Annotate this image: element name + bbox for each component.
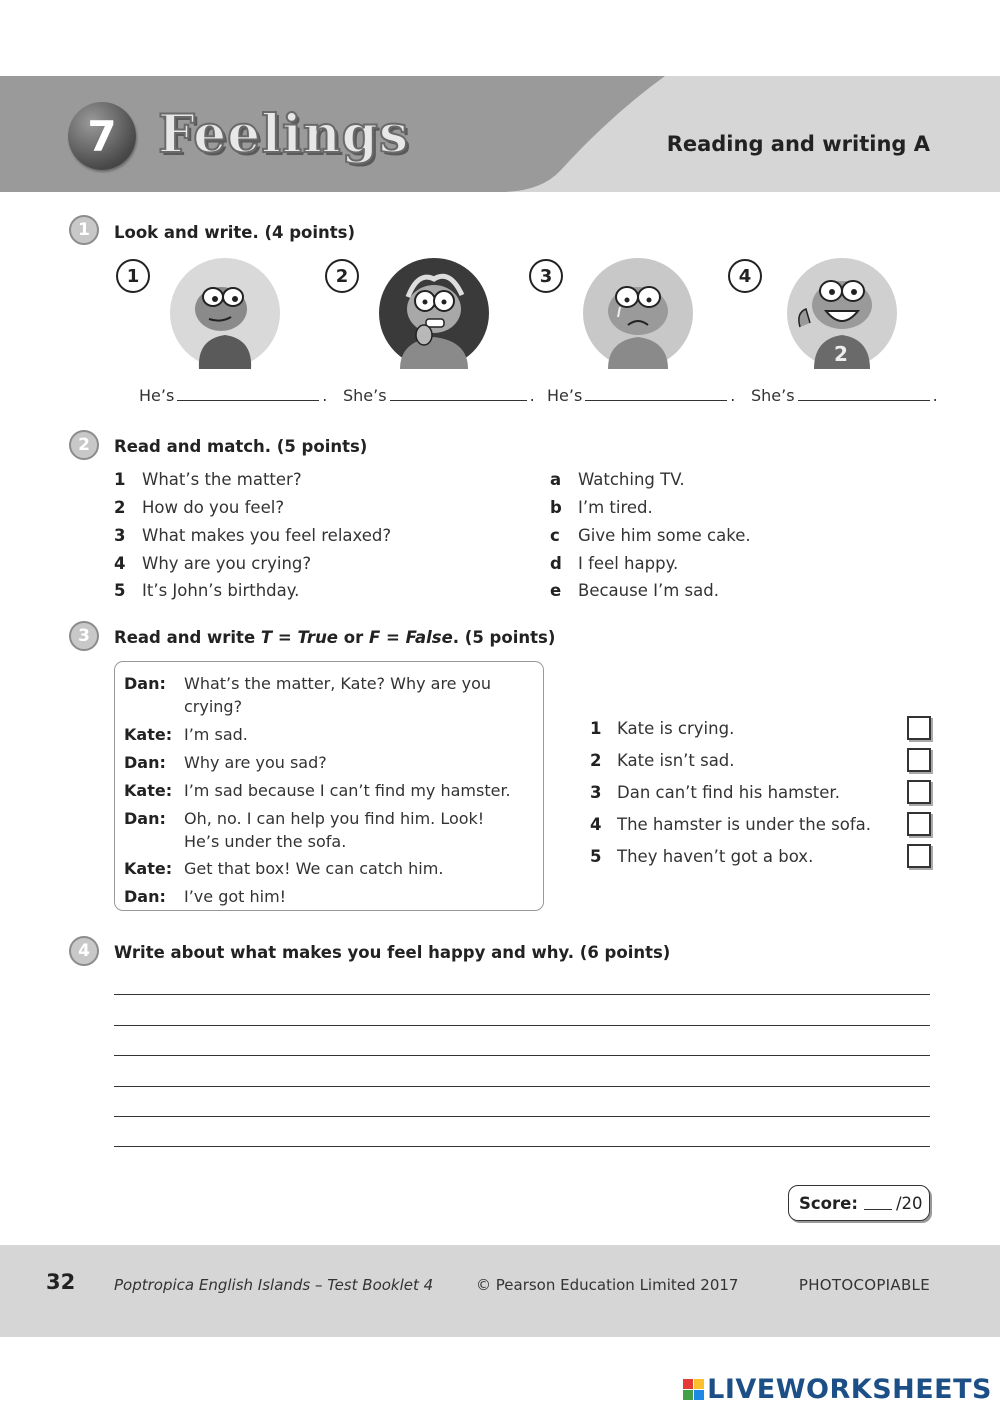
match-question-4-text: Why are you crying? bbox=[142, 554, 312, 573]
page-number: 32 bbox=[46, 1270, 76, 1294]
ex3-heading-part: = bbox=[272, 628, 298, 647]
match-answer-b bbox=[550, 498, 653, 517]
match-answer-b-text: I’m tired. bbox=[578, 498, 653, 517]
match-question-1-text: What’s the matter? bbox=[142, 470, 302, 489]
writing-line-5[interactable] bbox=[114, 1116, 930, 1117]
exercise-3-number: 3 bbox=[69, 621, 99, 651]
shirt-number: 2 bbox=[834, 342, 848, 366]
tf-statement-5 bbox=[590, 847, 813, 866]
dialogue-text: What’s the matter, Kate? Why are you crying? bbox=[184, 674, 492, 716]
match-question-3-num: 3 bbox=[114, 526, 126, 545]
book-title: Poptropica English Islands – Test Booklet 4 bbox=[114, 1276, 434, 1294]
tf-statement-num: 5 bbox=[590, 847, 602, 866]
write-line-3-label: He’s bbox=[547, 386, 583, 405]
score-box bbox=[788, 1185, 930, 1221]
ex3-heading-part: or bbox=[338, 628, 369, 647]
picture-2-scared-girl bbox=[378, 257, 490, 369]
write-line-2 bbox=[343, 386, 535, 405]
match-question-5-text: It’s John’s birthday. bbox=[142, 581, 300, 600]
match-answer-a-letter: a bbox=[550, 470, 562, 489]
score-label: Score: bbox=[799, 1193, 858, 1213]
dialogue-text: Get that box! We can catch him. bbox=[184, 859, 444, 878]
section-title: Reading and writing A bbox=[666, 132, 930, 156]
tf-answer-box-1[interactable] bbox=[907, 716, 931, 740]
ex3-heading-t: T bbox=[260, 628, 273, 647]
match-question-2-text: How do you feel? bbox=[142, 498, 285, 517]
write-line-1-label: He’s bbox=[139, 386, 175, 405]
write-line-2-end: . bbox=[529, 386, 535, 405]
write-line-4-end: . bbox=[932, 386, 938, 405]
writing-line-6[interactable] bbox=[114, 1146, 930, 1147]
tf-answer-box-5[interactable] bbox=[907, 844, 931, 868]
match-question-2 bbox=[114, 498, 284, 517]
writing-line-3[interactable] bbox=[114, 1055, 930, 1056]
score-blank[interactable] bbox=[864, 1196, 892, 1210]
match-answer-d-text: I feel happy. bbox=[578, 554, 679, 573]
dialogue-text: Oh, no. I can help you find him. Look! He’s under the sofa. bbox=[184, 809, 485, 851]
picture-4-happy-girl bbox=[786, 257, 898, 369]
exercise-1-number: 1 bbox=[69, 215, 99, 245]
picture-3-sad-boy bbox=[582, 257, 694, 369]
match-answer-e bbox=[550, 581, 719, 600]
dialogue-speaker: Kate: bbox=[124, 859, 173, 878]
ex3-heading-part: = bbox=[380, 628, 406, 647]
write-line-3 bbox=[547, 386, 735, 405]
tf-answer-box-3[interactable] bbox=[907, 780, 931, 804]
write-line-1-end: . bbox=[322, 386, 328, 405]
dialogue-text: I’m sad. bbox=[184, 725, 248, 744]
write-line-4-label: She’s bbox=[751, 386, 795, 405]
exercise-4-heading: Write about what makes you feel happy and why. (6 points) bbox=[114, 943, 671, 962]
tf-statement-2 bbox=[590, 751, 735, 770]
score-total: /20 bbox=[895, 1193, 923, 1213]
match-answer-d bbox=[550, 554, 678, 573]
dialogue-speaker: Kate: bbox=[124, 725, 173, 744]
unit-title: Feelings bbox=[158, 104, 410, 165]
answer-blank-2[interactable] bbox=[390, 387, 527, 401]
match-answer-e-text: Because I’m sad. bbox=[578, 581, 719, 600]
match-question-1 bbox=[114, 470, 302, 489]
write-line-1 bbox=[139, 386, 327, 405]
picture-4-number: 4 bbox=[728, 259, 762, 293]
tf-statement-4 bbox=[590, 815, 871, 834]
write-line-3-end: . bbox=[730, 386, 736, 405]
match-question-5-num: 5 bbox=[114, 581, 126, 600]
unit-number: 7 bbox=[87, 111, 117, 161]
liveworksheets-text: LIVEWORKSHEETS bbox=[707, 1374, 992, 1405]
exercise-4-number: 4 bbox=[69, 936, 99, 966]
tf-statement-text: Kate isn’t sad. bbox=[617, 751, 735, 770]
writing-line-1[interactable] bbox=[114, 994, 930, 995]
ex3-heading-false: False bbox=[405, 628, 453, 647]
match-answer-a-text: Watching TV. bbox=[578, 470, 685, 489]
match-question-4 bbox=[114, 554, 311, 573]
tf-statement-num: 1 bbox=[590, 719, 602, 738]
dialogue-speaker: Dan: bbox=[124, 674, 166, 693]
ex3-heading-part: Read and write bbox=[114, 628, 261, 647]
writing-line-4[interactable] bbox=[114, 1086, 930, 1087]
exercise-3-heading bbox=[114, 628, 555, 647]
tf-statement-text: They haven’t got a box. bbox=[617, 847, 814, 866]
ex3-heading-true: True bbox=[297, 628, 339, 647]
liveworksheets-watermark bbox=[683, 1374, 992, 1405]
write-line-4 bbox=[751, 386, 938, 405]
match-question-1-num: 1 bbox=[114, 470, 126, 489]
copyright: © Pearson Education Limited 2017 bbox=[476, 1276, 739, 1294]
answer-blank-1[interactable] bbox=[177, 387, 319, 401]
match-answer-d-letter: d bbox=[550, 554, 562, 573]
match-question-3-text: What makes you feel relaxed? bbox=[142, 526, 392, 545]
match-answer-c bbox=[550, 526, 751, 545]
tf-statement-text: The hamster is under the sofa. bbox=[617, 815, 871, 834]
photocopiable-label: PHOTOCOPIABLE bbox=[798, 1276, 930, 1294]
exercise-2-heading: Read and match. (5 points) bbox=[114, 437, 368, 456]
match-answer-e-letter: e bbox=[550, 581, 562, 600]
dialogue-speaker: Dan: bbox=[124, 753, 166, 772]
match-answer-b-letter: b bbox=[550, 498, 562, 517]
tf-answer-box-2[interactable] bbox=[907, 748, 931, 772]
tf-statement-num: 4 bbox=[590, 815, 602, 834]
ex3-heading-part: . (5 points) bbox=[452, 628, 556, 647]
tf-statement-3 bbox=[590, 783, 840, 802]
match-question-3 bbox=[114, 526, 391, 545]
match-question-5 bbox=[114, 581, 299, 600]
picture-1-bored-boy bbox=[169, 257, 281, 369]
answer-blank-3[interactable] bbox=[585, 387, 727, 401]
dialogue-text: I’m sad because I can’t find my hamster. bbox=[184, 781, 511, 800]
dialogue-speaker: Dan: bbox=[124, 887, 166, 906]
tf-statement-1 bbox=[590, 719, 734, 738]
match-answer-c-letter: c bbox=[550, 526, 560, 545]
match-answer-c-text: Give him some cake. bbox=[578, 526, 751, 545]
tf-statement-text: Kate is crying. bbox=[617, 719, 735, 738]
dialogue-text: Why are you sad? bbox=[184, 753, 327, 772]
write-line-2-label: She’s bbox=[343, 386, 387, 405]
answer-blank-4[interactable] bbox=[798, 387, 930, 401]
match-question-2-num: 2 bbox=[114, 498, 126, 517]
tf-statement-num: 2 bbox=[590, 751, 602, 770]
tf-statement-text: Dan can’t find his hamster. bbox=[617, 783, 840, 802]
picture-2-number: 2 bbox=[325, 259, 359, 293]
writing-line-2[interactable] bbox=[114, 1025, 930, 1026]
unit-number-badge bbox=[68, 102, 136, 170]
exercise-1-heading: Look and write. (4 points) bbox=[114, 223, 356, 242]
match-question-4-num: 4 bbox=[114, 554, 126, 573]
ex3-heading-f: F bbox=[368, 628, 381, 647]
dialogue-speaker: Dan: bbox=[124, 809, 166, 828]
liveworksheets-logo-icon bbox=[683, 1379, 704, 1400]
picture-3-number: 3 bbox=[529, 259, 563, 293]
exercise-2-number: 2 bbox=[69, 430, 99, 460]
dialogue-speaker: Kate: bbox=[124, 781, 173, 800]
tf-answer-box-4[interactable] bbox=[907, 812, 931, 836]
picture-1-number: 1 bbox=[116, 259, 150, 293]
match-answer-a bbox=[550, 470, 685, 489]
tf-statement-num: 3 bbox=[590, 783, 602, 802]
dialogue-text: I’ve got him! bbox=[184, 887, 287, 906]
